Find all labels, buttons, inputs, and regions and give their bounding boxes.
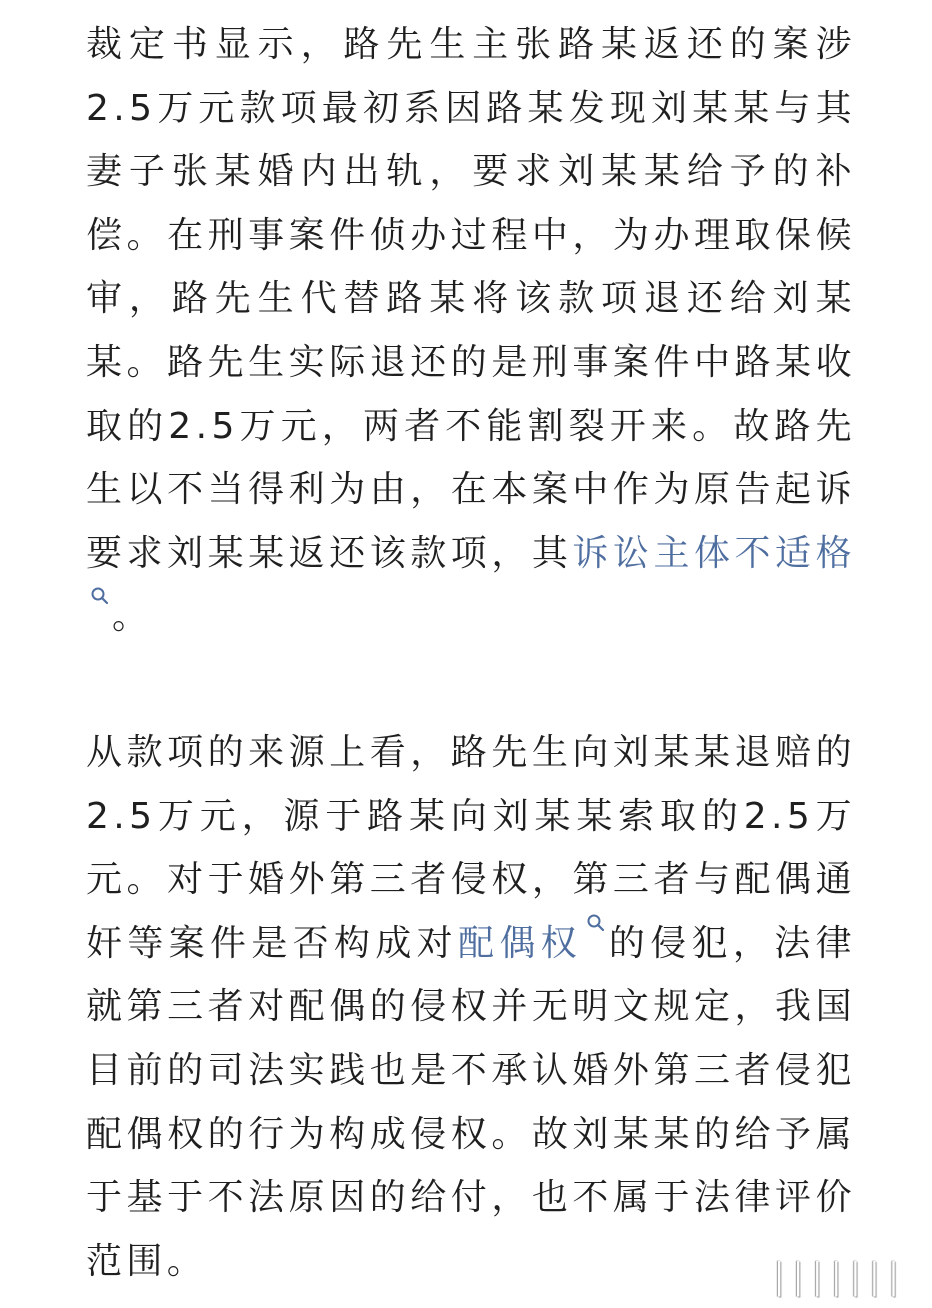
paragraph-2 [86,721,856,1293]
watermark: │││││││ [770,1262,904,1297]
paragraph-1-end: 。 [112,596,153,638]
search-icon[interactable] [90,586,110,606]
paragraph-1 [86,0,856,649]
article-body [86,0,856,1293]
search-link-litigation-subject[interactable]: 诉讼主体不适格 [572,532,856,574]
paragraph-2-text: 从款项的来源上看，路先生向刘某某退赔的2.5万元，源于路某向刘某某索取的2.5万元。对于婚外第三者侵权，第三者与配偶通奸等案件是否构成对 [86,731,856,964]
paragraph-2-end: 的侵犯，法律就第三者对配偶的侵权并无明文规定，我国目前的司法实践也是不承认婚外第三者侵犯配偶权的行为构成侵权。故刘某某的给予属于基于不法原因的给付，也不属于法律评价范围。 [86,922,856,1282]
search-link-spousal-right[interactable]: 配偶权 [458,922,582,964]
search-icon[interactable] [586,913,606,933]
paragraph-1-text: 裁定书显示，路先生主张路某返还的案涉2.5万元款项最初系因路某发现刘某某与其妻子张某婚内出轨，要求刘某某给予的补偿。在刑事案件侦办过程中，为办理取保候审，路先生代替路某将该款项退还给刘某某。路先生实际退还的是刑事案件中路某收取的2.5万元，两者不能割裂开来。故路先生以不当得利为由，在本案中作为原告起诉要求刘某某返还该款项，其 [86,24,856,574]
